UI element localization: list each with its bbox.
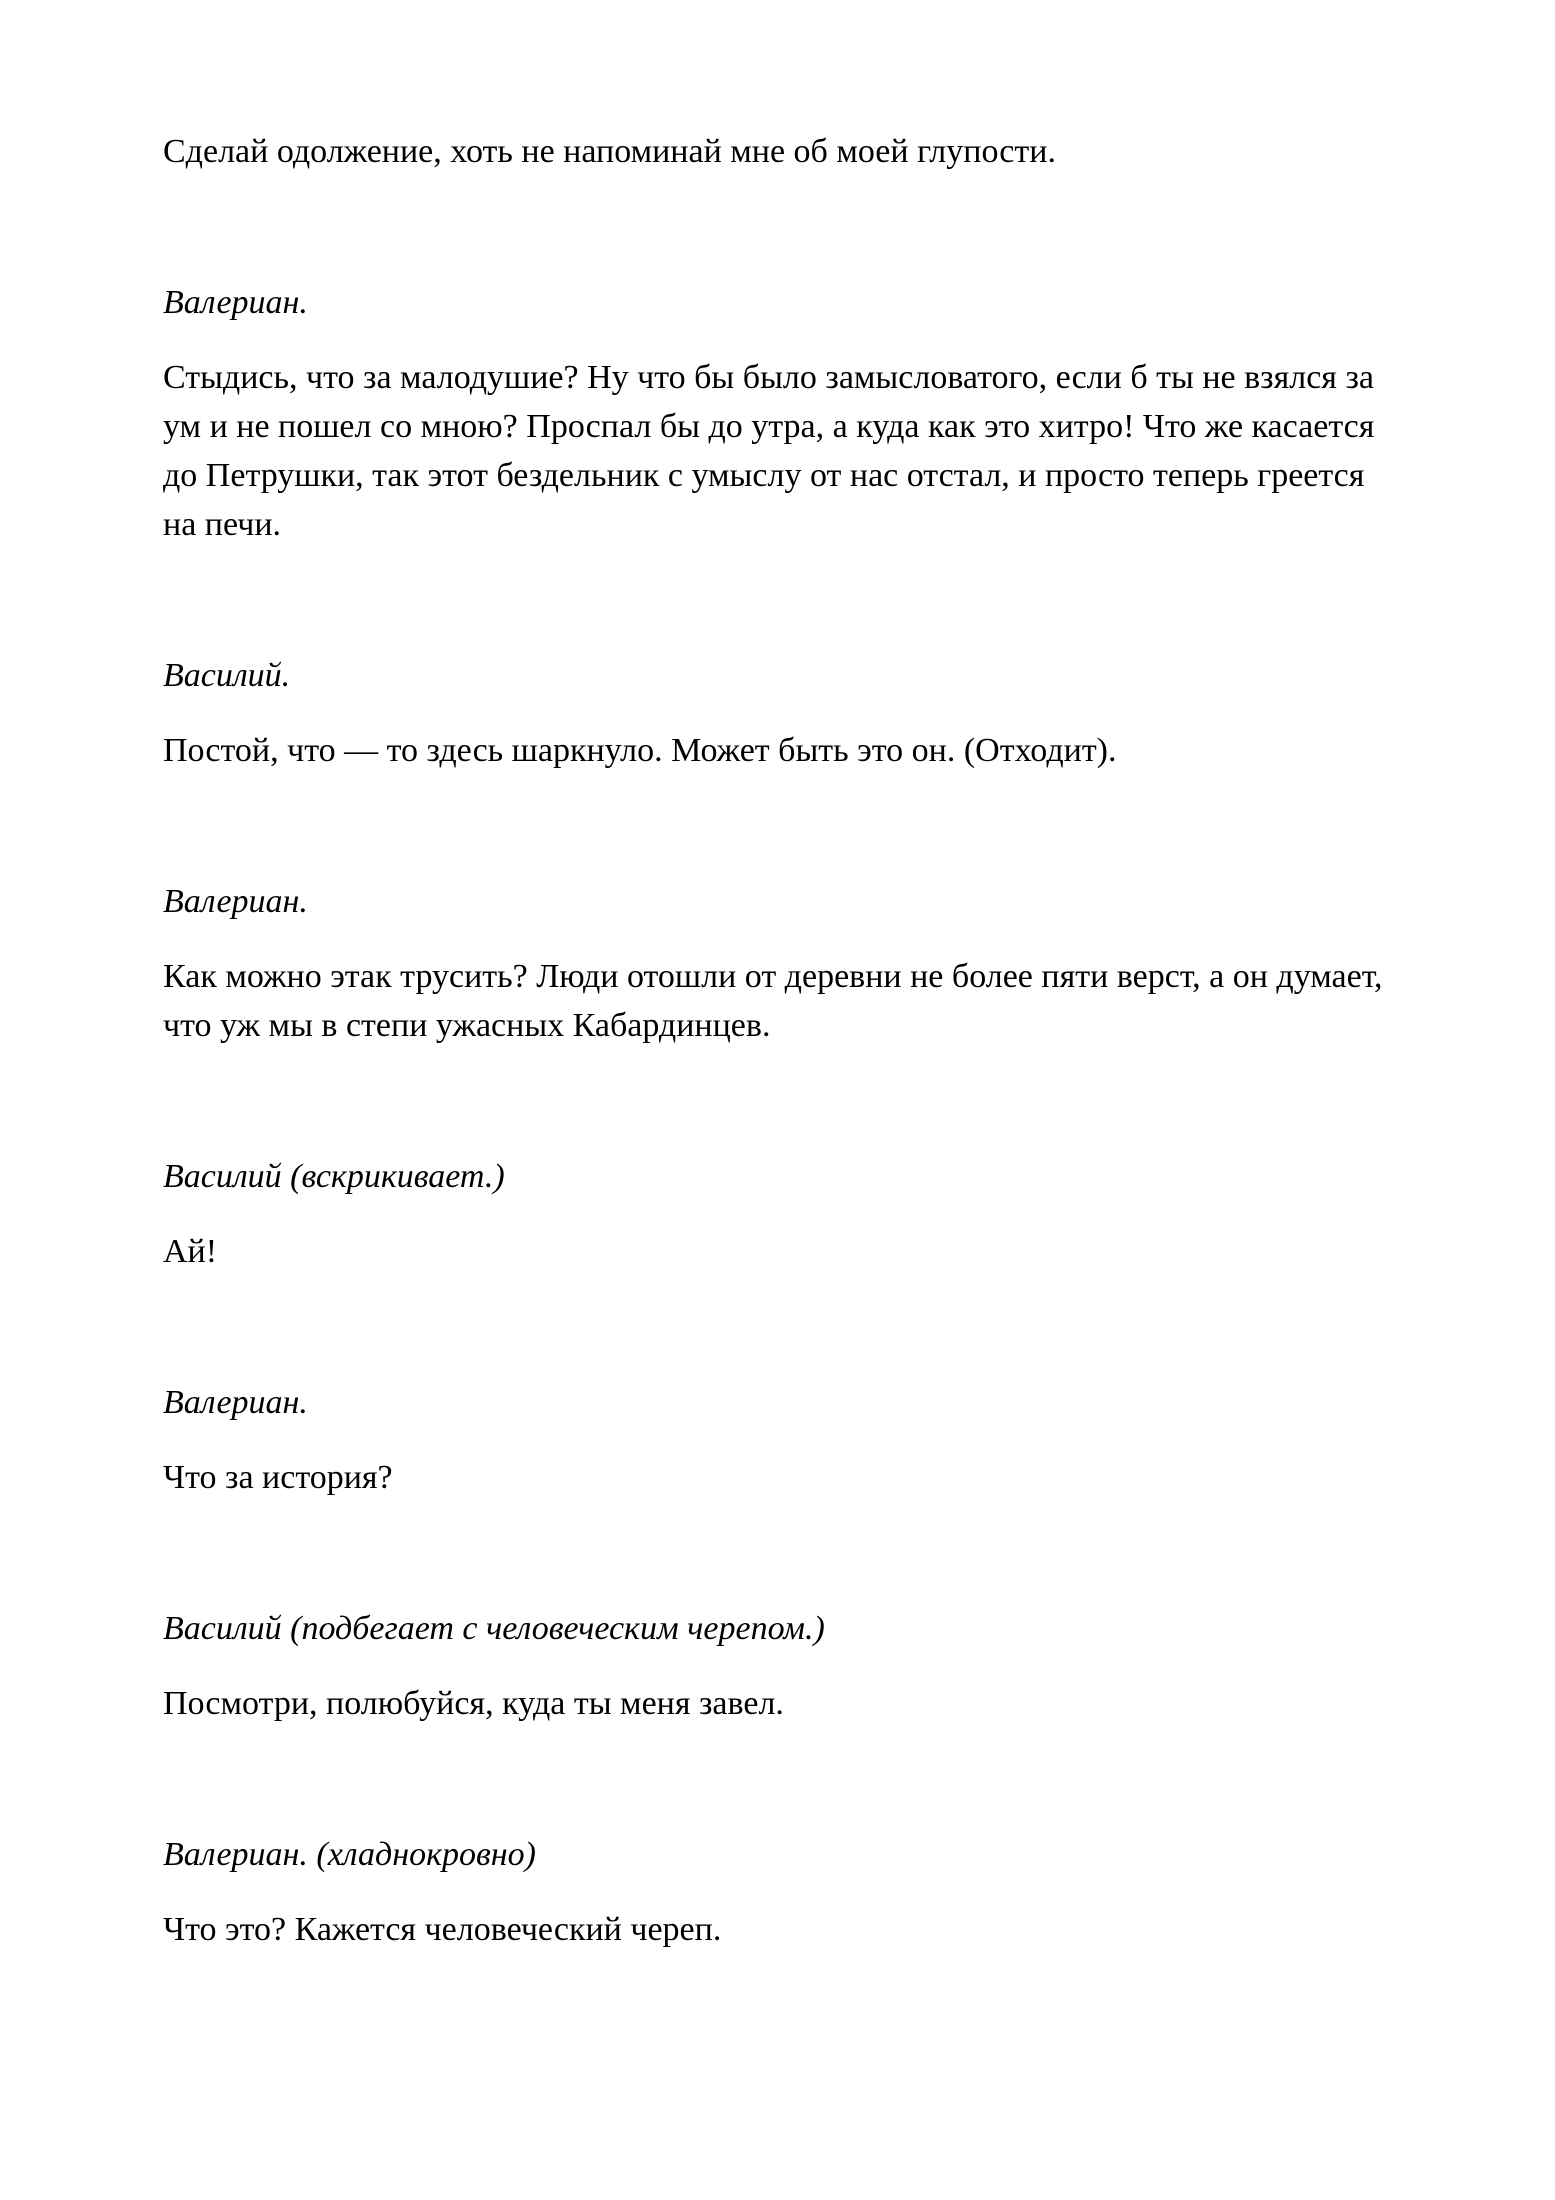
dialogue-line: Постой, что — то здесь шаркнуло. Может быть это он. (Отходит). <box>163 732 1117 769</box>
script-content <box>163 127 1395 1954</box>
dialogue-line: Что это? Кажется человеческий череп. <box>163 1911 722 1948</box>
speaker-line: Валериан. <box>163 883 308 920</box>
dialogue-line: Что за история? <box>163 1459 393 1496</box>
dialogue-line: Стыдись, что за малодушие? Ну что бы было замысловатого, если б ты не взялся за ум и не пошел со мною? Проспал бы до утра, а куда как это хитро! Что же касается до Петрушки, так этот бездельник с умыслу от нас отстал, и просто теперь греется на печи. <box>163 359 1375 543</box>
dialogue-line: Посмотри, полюбуйся, куда ты меня завел. <box>163 1685 784 1722</box>
dialogue-line: Сделай одолжение, хоть не напоминай мне об моей глупости. <box>163 133 1056 170</box>
speaker-line: Василий (вскрикивает.) <box>163 1158 505 1195</box>
speaker-line: Василий. <box>163 657 291 694</box>
speaker-line: Василий (подбегает с человеческим черепом.) <box>163 1610 825 1647</box>
speaker-line: Валериан. <box>163 1384 308 1421</box>
speaker-line: Валериан. (хладнокровно) <box>163 1836 536 1873</box>
speaker-line: Валериан. <box>163 284 308 321</box>
dialogue-line: Как можно этак трусить? Люди отошли от деревни не более пяти верст, а он думает, что уж мы в степи ужасных Кабардинцев. <box>163 958 1383 1044</box>
dialogue-line: Ай! <box>163 1233 218 1270</box>
